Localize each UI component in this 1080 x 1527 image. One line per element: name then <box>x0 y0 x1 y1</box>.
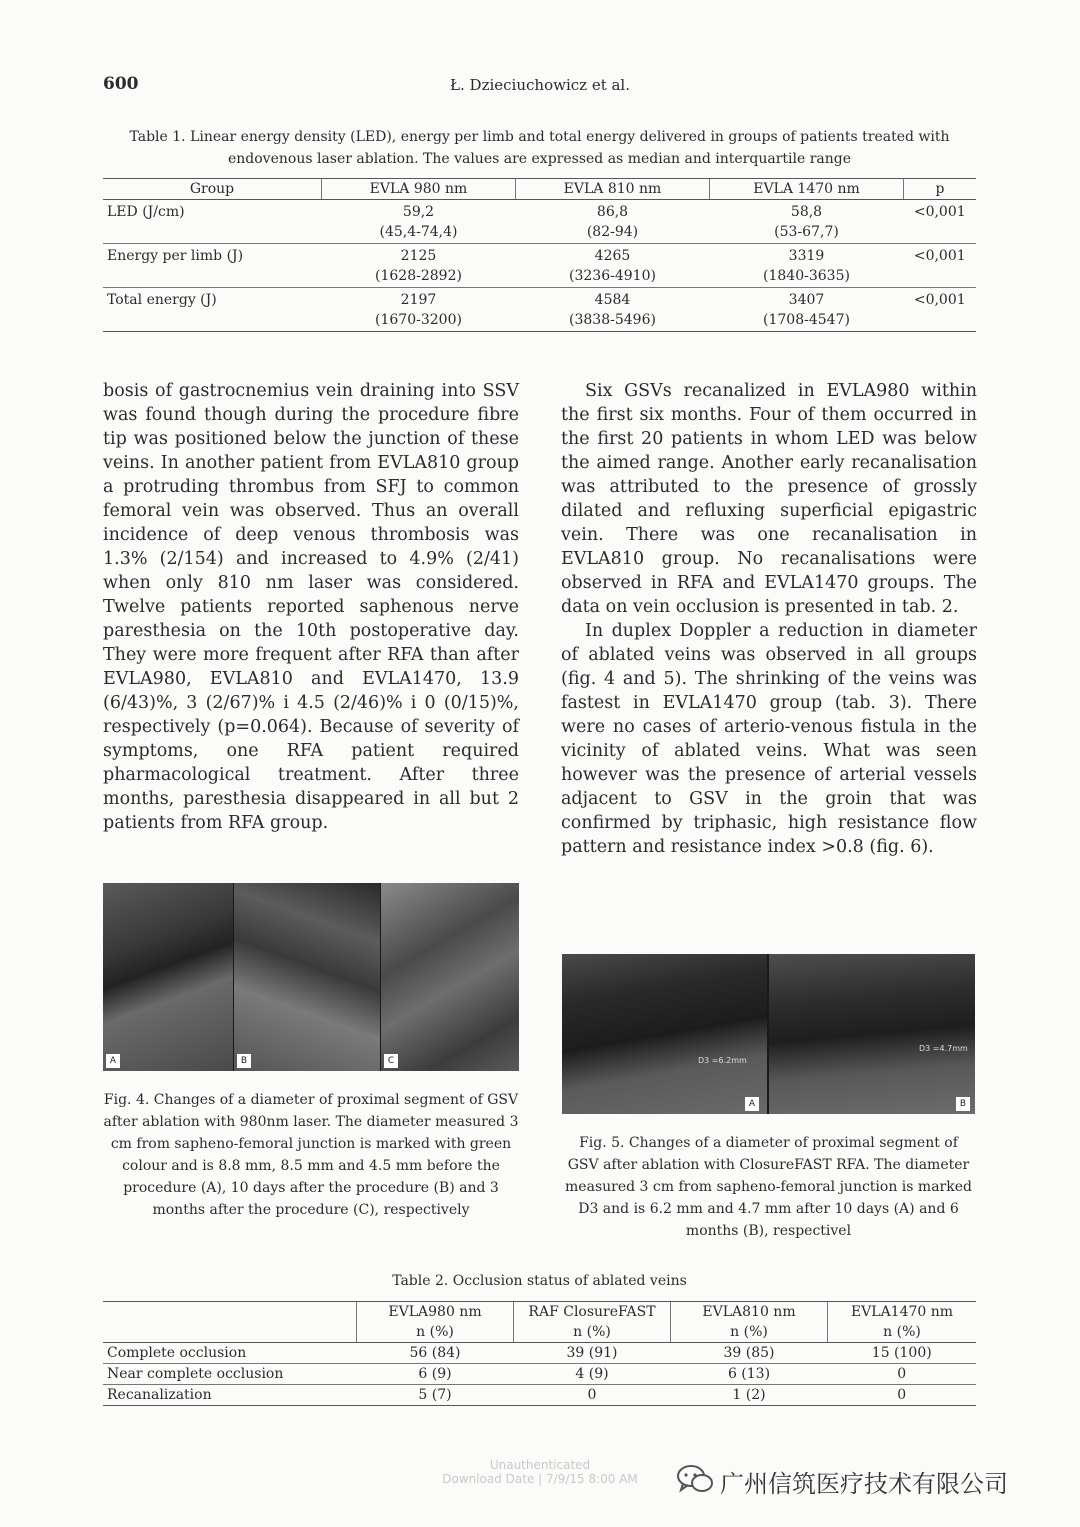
median-value: 2125 <box>400 248 437 264</box>
table-cell: 39 (91) <box>566 1345 618 1361</box>
header-line: EVLA810 nm <box>702 1304 796 1320</box>
p-value: <0,001 <box>913 248 966 264</box>
table-cell: 56 (84) <box>409 1345 461 1361</box>
table-cell <box>516 244 710 288</box>
figure5-ultrasound-image <box>562 954 975 1114</box>
iqr-value: (82-94) <box>586 224 639 240</box>
median-value: 58,8 <box>790 204 823 220</box>
iqr-value: (53-67,7) <box>774 224 839 240</box>
header-line: RAF ClosureFAST <box>528 1304 656 1320</box>
figure4-ultrasound-image <box>103 883 519 1071</box>
table2-header-cell <box>514 1302 671 1343</box>
iqr-value: (3838-5496) <box>569 312 656 328</box>
body-paragraph: Six GSVs recanalized in EVLA980 within the first six months. Four of them occurred in the first 20 patients in whom LED was below the aimed range. Another early recanalisation was attributed to the presence of grossly dilated and refluxing superficial epigastric vein. There was one recanalisation in EVLA810 group. No recanalisations were observed in RFA and EVLA1470 groups. The data on vein occlusion is presented in tab. 2. <box>561 381 977 617</box>
table-row <box>103 244 976 288</box>
table-cell: 4 (9) <box>575 1366 609 1382</box>
watermark-line: Download Date | 7/9/15 8:00 AM <box>442 1472 638 1486</box>
iqr-value: (45,4-74,4) <box>379 224 458 240</box>
table-cell: 39 (85) <box>723 1345 775 1361</box>
table1-header-cell: EVLA 1470 nm <box>710 179 904 200</box>
body-right-column <box>561 379 977 859</box>
table-cell <box>710 288 904 332</box>
page-number: 600 <box>103 74 139 94</box>
median-value: 2197 <box>400 292 437 308</box>
measurement-label: D3 =6.2mm <box>698 1056 747 1065</box>
header-unit: n (%) <box>730 1324 768 1340</box>
table-row <box>103 200 976 244</box>
download-watermark <box>400 1458 680 1486</box>
table2-header-cell <box>357 1302 514 1343</box>
table-cell: 5 (7) <box>418 1387 452 1403</box>
table2-header-cell <box>828 1302 977 1343</box>
table-cell: 6 (13) <box>727 1366 771 1382</box>
table-cell <box>516 288 710 332</box>
table1-header-cell: EVLA 980 nm <box>322 179 516 200</box>
row-label: Energy per limb (J) <box>107 248 244 264</box>
median-value: 4265 <box>594 248 631 264</box>
header-unit: n (%) <box>573 1324 611 1340</box>
table-cell <box>516 200 710 244</box>
table1-header-cell: EVLA 810 nm <box>516 179 710 200</box>
table-cell <box>322 244 516 288</box>
row-label: Total energy (J) <box>107 292 217 308</box>
header-line: EVLA1470 nm <box>850 1304 954 1320</box>
header-line: EVLA980 nm <box>388 1304 482 1320</box>
table-cell <box>710 244 904 288</box>
ultrasound-panel-a <box>562 954 767 1114</box>
table1-caption: Table 1. Linear energy density (LED), energy per limb and total energy delivered in groups of patients treated with endovenous laser ablation. The values are expressed as median and interquartile range <box>129 129 950 167</box>
table-row <box>103 1343 976 1364</box>
table2-header-cell <box>671 1302 828 1343</box>
table-row <box>103 1364 976 1385</box>
median-value: 3319 <box>788 248 825 264</box>
table1-header-cell: p <box>904 179 977 200</box>
panel-label: A <box>106 1054 120 1068</box>
ultrasound-panel-b <box>769 954 975 1114</box>
table-cell <box>710 200 904 244</box>
table1-header-cell: Group <box>103 179 322 200</box>
watermark-line: Unauthenticated <box>489 1458 591 1472</box>
ultrasound-panel-b <box>234 883 380 1071</box>
running-title: Ł. Dzieciuchowicz et al. <box>449 76 630 94</box>
row-label: LED (J/cm) <box>107 204 185 220</box>
row-label: Near complete occlusion <box>107 1366 284 1382</box>
table-cell <box>322 288 516 332</box>
median-value: 4584 <box>594 292 631 308</box>
table-cell: 15 (100) <box>871 1345 932 1361</box>
median-value: 3407 <box>788 292 825 308</box>
iqr-value: (1670-3200) <box>375 312 462 328</box>
figure4-caption: Fig. 4. Changes of a diameter of proximal segment of GSV after ablation with 980nm laser. The diameter measured 3 cm from sapheno-femoral junction is marked with green colour and is 8.8 mm, 8.5 mm and 4.5 mm before the procedure (A), 10 days after the procedure (B) and 3 months after the procedure (C), respectively <box>103 1092 519 1218</box>
table-row <box>103 288 976 332</box>
iqr-value: (1840-3635) <box>763 268 850 284</box>
iqr-value: (1708-4547) <box>763 312 850 328</box>
body-paragraph: bosis of gastrocnemius vein draining into SSV was found though during the procedure fibre tip was positioned below the junction of these veins. In another patient from EVLA810 group a protruding thrombus from SFJ to common femoral vein was observed. Thus an overall incidence of deep venous thrombosis was 1.3% (2/154) and increased to 4.9% (2/41) when only 810 nm laser was considered. Twelve patients reported saphenous nerve paresthesia on the 10th postoperative day. They were more frequent after RFA than after EVLA980, EVLA810 and EVLA1470, 13.9 (6/43)%, 3 (2/67)% i 4.5 (2/46)% i 0 (0/15)%, respectively (p=0.064). Because of severity of symptoms, one RFA patient required pharmacological treatment. After three months, paresthesia disappeared in all but 2 patients from RFA group. <box>103 381 519 833</box>
panel-label: A <box>745 1097 759 1111</box>
row-label: Recanalization <box>107 1387 212 1403</box>
p-value: <0,001 <box>913 204 966 220</box>
ultrasound-panel-a <box>103 883 233 1071</box>
wechat-icon <box>676 1464 714 1494</box>
table-cell: 0 <box>897 1366 907 1382</box>
table2-caption: Table 2. Occlusion status of ablated veins <box>392 1273 687 1289</box>
panel-label: C <box>384 1054 398 1068</box>
panel-label: B <box>237 1054 251 1068</box>
ultrasound-panel-c <box>381 883 519 1071</box>
header-unit: n (%) <box>416 1324 454 1340</box>
header-unit: n (%) <box>883 1324 921 1340</box>
table1-header-row <box>103 179 976 200</box>
brand-watermark: 广州信筑医疗技术有限公司 <box>720 1470 1008 1498</box>
body-left-column <box>103 379 519 835</box>
table-cell: 0 <box>897 1387 907 1403</box>
iqr-value: (1628-2892) <box>375 268 462 284</box>
iqr-value: (3236-4910) <box>569 268 656 284</box>
figure5-caption: Fig. 5. Changes of a diameter of proximal segment of GSV after ablation with ClosureFAST RFA. The diameter measured 3 cm from sapheno-femoral junction is marked D3 and is 6.2 mm and 4.7 mm after 10 days (A) and 6 months (B), respectivel <box>565 1135 972 1239</box>
table-cell <box>322 200 516 244</box>
measurement-label: D3 =4.7mm <box>919 1044 968 1053</box>
table-cell: 6 (9) <box>418 1366 452 1382</box>
median-value: 59,2 <box>402 204 435 220</box>
table1 <box>103 178 976 332</box>
table-row <box>103 1385 976 1406</box>
table2-header-row <box>103 1302 976 1343</box>
table2 <box>103 1301 976 1406</box>
median-value: 86,8 <box>596 204 629 220</box>
table-cell: 1 (2) <box>732 1387 766 1403</box>
panel-label: B <box>956 1097 970 1111</box>
table-cell: 0 <box>587 1387 597 1403</box>
row-label: Complete occlusion <box>107 1345 247 1361</box>
p-value: <0,001 <box>913 292 966 308</box>
body-paragraph: In duplex Doppler a reduction in diameter of ablated veins was observed in all groups (fig. 4 and 5). The shrinking of the veins was fastest in EVLA1470 group (tab. 3). There were no cases of arterio-venous fistula in the vicinity of ablated veins. What was seen however was the presence of arterial vessels adjacent to GSV in the groin that was confirmed by triphasic, high resistance flow pattern and resistance index >0.8 (fig. 6). <box>561 621 977 857</box>
table2-header-cell <box>103 1302 357 1343</box>
